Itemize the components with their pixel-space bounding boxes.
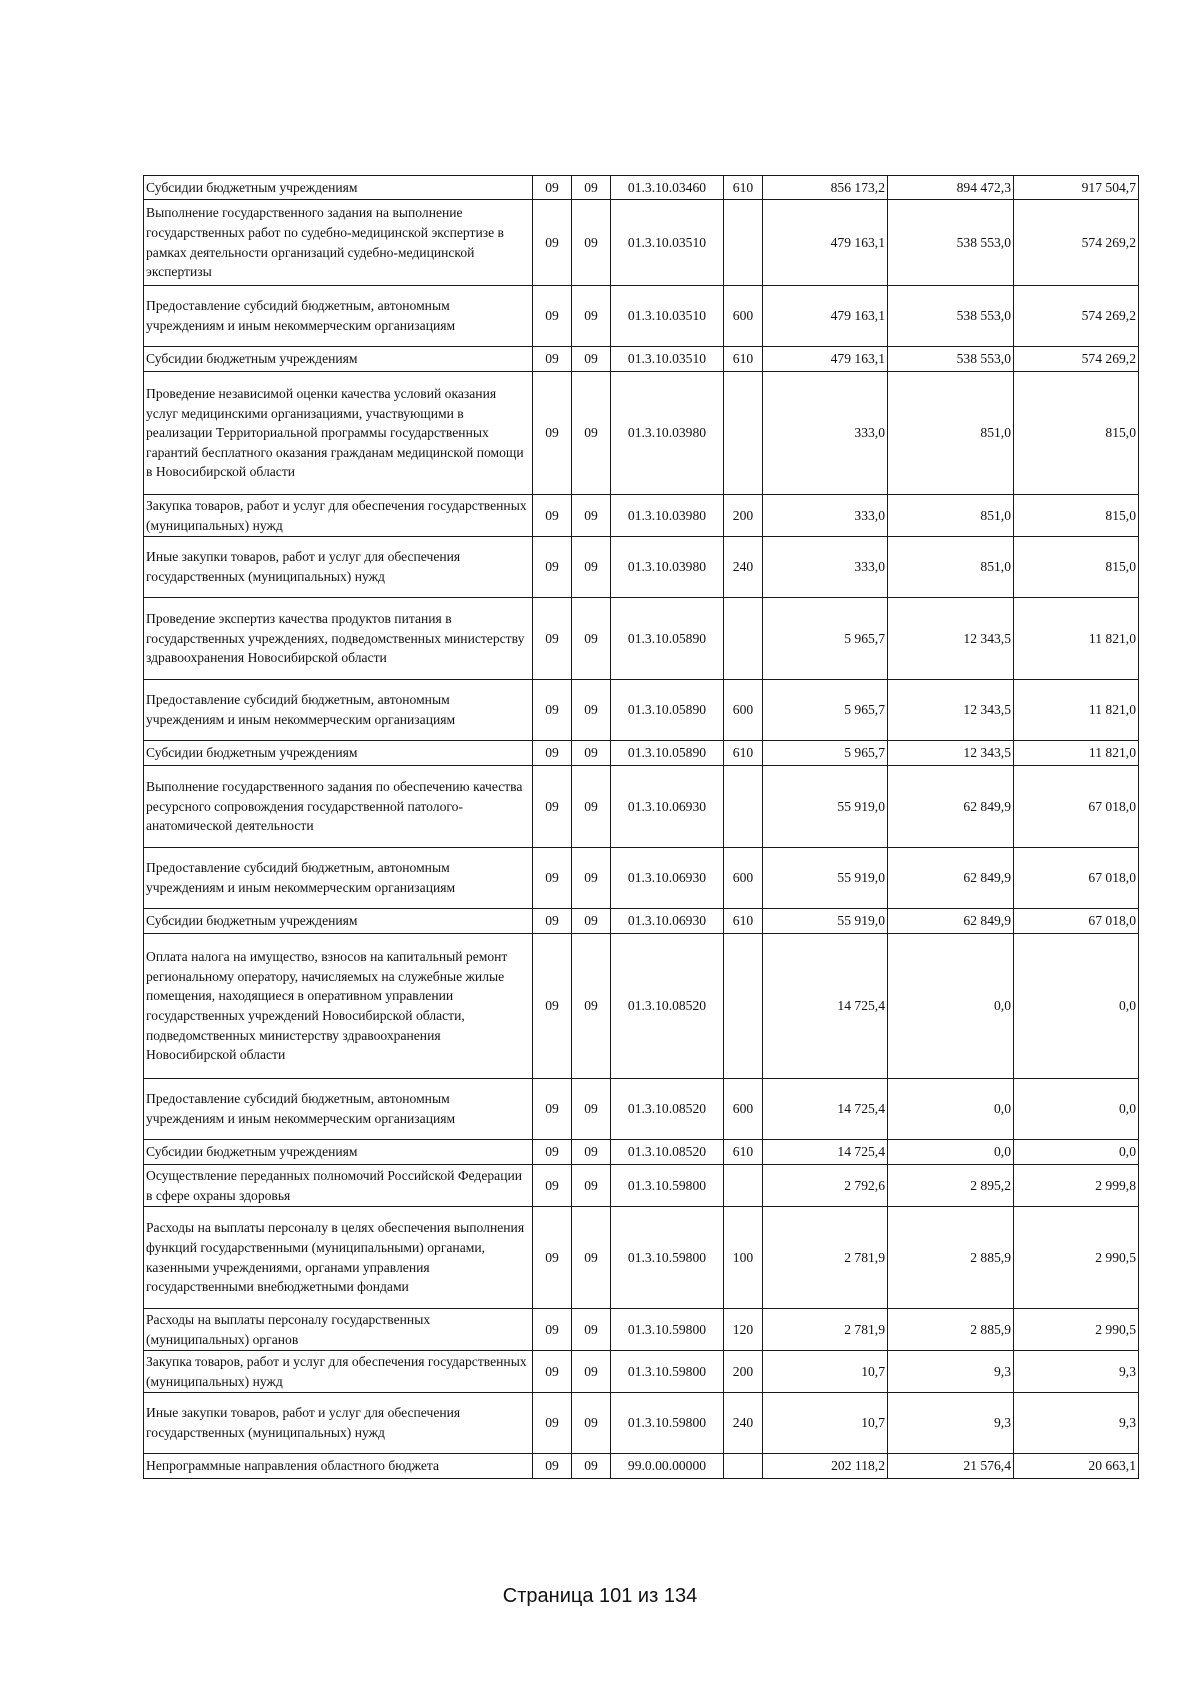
amount-year-1: 479 163,1 bbox=[763, 200, 888, 286]
amount-year-3: 11 821,0 bbox=[1014, 741, 1139, 766]
expense-type-code bbox=[724, 934, 763, 1079]
amount-year-2: 538 553,0 bbox=[888, 347, 1014, 372]
section-code: 09 bbox=[533, 495, 572, 537]
amount-year-1: 479 163,1 bbox=[763, 347, 888, 372]
expense-type-code bbox=[724, 598, 763, 680]
section-code: 09 bbox=[533, 598, 572, 680]
row-name: Проведение независимой оценки качества условий оказания услуг медицинскими организациями, участвующими в реализации Территориальной программы государственных гарантий бесплатного оказания гражданам медицинской помощи в Новосибирской области bbox=[144, 372, 533, 495]
amount-year-3: 67 018,0 bbox=[1014, 766, 1139, 848]
amount-year-1: 202 118,2 bbox=[763, 1454, 888, 1479]
amount-year-1: 10,7 bbox=[763, 1351, 888, 1393]
section-code: 09 bbox=[533, 1165, 572, 1207]
subsection-code: 09 bbox=[572, 1393, 611, 1454]
amount-year-1: 55 919,0 bbox=[763, 848, 888, 909]
amount-year-2: 12 343,5 bbox=[888, 741, 1014, 766]
target-article-code: 01.3.10.03980 bbox=[611, 495, 724, 537]
expense-type-code: 610 bbox=[724, 741, 763, 766]
amount-year-3: 9,3 bbox=[1014, 1393, 1139, 1454]
amount-year-3: 0,0 bbox=[1014, 934, 1139, 1079]
table-row bbox=[144, 200, 1139, 286]
row-name: Предоставление субсидий бюджетным, автономным учреждениям и иным некоммерческим организациям bbox=[144, 286, 533, 347]
section-code: 09 bbox=[533, 200, 572, 286]
amount-year-1: 856 173,2 bbox=[763, 176, 888, 200]
section-code: 09 bbox=[533, 372, 572, 495]
subsection-code: 09 bbox=[572, 741, 611, 766]
subsection-code: 09 bbox=[572, 1079, 611, 1140]
section-code: 09 bbox=[533, 1393, 572, 1454]
amount-year-3: 11 821,0 bbox=[1014, 598, 1139, 680]
section-code: 09 bbox=[533, 537, 572, 598]
subsection-code: 09 bbox=[572, 200, 611, 286]
subsection-code: 09 bbox=[572, 934, 611, 1079]
expense-type-code bbox=[724, 766, 763, 848]
row-name: Предоставление субсидий бюджетным, автономным учреждениям и иным некоммерческим организациям bbox=[144, 1079, 533, 1140]
amount-year-2: 851,0 bbox=[888, 537, 1014, 598]
row-name: Расходы на выплаты персоналу государственных (муниципальных) органов bbox=[144, 1309, 533, 1351]
amount-year-3: 9,3 bbox=[1014, 1351, 1139, 1393]
amount-year-2: 12 343,5 bbox=[888, 680, 1014, 741]
section-code: 09 bbox=[533, 1140, 572, 1165]
amount-year-3: 815,0 bbox=[1014, 537, 1139, 598]
table-row bbox=[144, 848, 1139, 909]
amount-year-1: 14 725,4 bbox=[763, 1079, 888, 1140]
amount-year-3: 67 018,0 bbox=[1014, 848, 1139, 909]
subsection-code: 09 bbox=[572, 347, 611, 372]
section-code: 09 bbox=[533, 680, 572, 741]
expense-type-code bbox=[724, 1165, 763, 1207]
expense-type-code: 610 bbox=[724, 347, 763, 372]
amount-year-1: 2 781,9 bbox=[763, 1309, 888, 1351]
expense-type-code: 600 bbox=[724, 848, 763, 909]
subsection-code: 09 bbox=[572, 1309, 611, 1351]
amount-year-2: 538 553,0 bbox=[888, 286, 1014, 347]
amount-year-2: 62 849,9 bbox=[888, 909, 1014, 934]
section-code: 09 bbox=[533, 347, 572, 372]
amount-year-1: 2 792,6 bbox=[763, 1165, 888, 1207]
amount-year-1: 333,0 bbox=[763, 372, 888, 495]
table-row bbox=[144, 1165, 1139, 1207]
expense-type-code: 600 bbox=[724, 1079, 763, 1140]
expense-type-code: 600 bbox=[724, 680, 763, 741]
target-article-code: 01.3.10.03980 bbox=[611, 537, 724, 598]
table-row bbox=[144, 909, 1139, 934]
table-row bbox=[144, 598, 1139, 680]
table-row bbox=[144, 347, 1139, 372]
row-name: Предоставление субсидий бюджетным, автономным учреждениям и иным некоммерческим организациям bbox=[144, 680, 533, 741]
amount-year-3: 815,0 bbox=[1014, 372, 1139, 495]
row-name: Иные закупки товаров, работ и услуг для обеспечения государственных (муниципальных) нужд bbox=[144, 537, 533, 598]
subsection-code: 09 bbox=[572, 1207, 611, 1309]
table-row bbox=[144, 537, 1139, 598]
row-name: Осуществление переданных полномочий Российской Федерации в сфере охраны здоровья bbox=[144, 1165, 533, 1207]
subsection-code: 09 bbox=[572, 286, 611, 347]
target-article-code: 01.3.10.06930 bbox=[611, 848, 724, 909]
amount-year-3: 2 990,5 bbox=[1014, 1309, 1139, 1351]
table-row bbox=[144, 1140, 1139, 1165]
amount-year-1: 14 725,4 bbox=[763, 1140, 888, 1165]
table-row bbox=[144, 1079, 1139, 1140]
section-code: 09 bbox=[533, 934, 572, 1079]
page-number: Страница 101 из 134 bbox=[502, 1585, 698, 1607]
row-name: Субсидии бюджетным учреждениям bbox=[144, 741, 533, 766]
amount-year-3: 574 269,2 bbox=[1014, 200, 1139, 286]
target-article-code: 01.3.10.59800 bbox=[611, 1393, 724, 1454]
table-row bbox=[144, 176, 1139, 200]
expense-type-code: 200 bbox=[724, 1351, 763, 1393]
section-code: 09 bbox=[533, 286, 572, 347]
section-code: 09 bbox=[533, 1079, 572, 1140]
target-article-code: 01.3.10.08520 bbox=[611, 1140, 724, 1165]
amount-year-2: 851,0 bbox=[888, 495, 1014, 537]
table-row bbox=[144, 495, 1139, 537]
amount-year-2: 21 576,4 bbox=[888, 1454, 1014, 1479]
amount-year-1: 14 725,4 bbox=[763, 934, 888, 1079]
amount-year-2: 0,0 bbox=[888, 1140, 1014, 1165]
amount-year-1: 2 781,9 bbox=[763, 1207, 888, 1309]
target-article-code: 01.3.10.05890 bbox=[611, 741, 724, 766]
table-row bbox=[144, 286, 1139, 347]
expense-type-code: 610 bbox=[724, 1140, 763, 1165]
amount-year-2: 62 849,9 bbox=[888, 766, 1014, 848]
amount-year-3: 2 999,8 bbox=[1014, 1165, 1139, 1207]
section-code: 09 bbox=[533, 1351, 572, 1393]
subsection-code: 09 bbox=[572, 1165, 611, 1207]
target-article-code: 01.3.10.03980 bbox=[611, 372, 724, 495]
amount-year-2: 2 885,9 bbox=[888, 1309, 1014, 1351]
amount-year-1: 10,7 bbox=[763, 1393, 888, 1454]
amount-year-2: 12 343,5 bbox=[888, 598, 1014, 680]
subsection-code: 09 bbox=[572, 680, 611, 741]
subsection-code: 09 bbox=[572, 1454, 611, 1479]
amount-year-2: 851,0 bbox=[888, 372, 1014, 495]
row-name: Иные закупки товаров, работ и услуг для обеспечения государственных (муниципальных) нужд bbox=[144, 1393, 533, 1454]
amount-year-3: 815,0 bbox=[1014, 495, 1139, 537]
expense-type-code bbox=[724, 372, 763, 495]
amount-year-3: 0,0 bbox=[1014, 1079, 1139, 1140]
subsection-code: 09 bbox=[572, 495, 611, 537]
subsection-code: 09 bbox=[572, 909, 611, 934]
expense-type-code bbox=[724, 200, 763, 286]
section-code: 09 bbox=[533, 909, 572, 934]
amount-year-2: 2 885,9 bbox=[888, 1207, 1014, 1309]
amount-year-3: 917 504,7 bbox=[1014, 176, 1139, 200]
subsection-code: 09 bbox=[572, 537, 611, 598]
amount-year-3: 574 269,2 bbox=[1014, 347, 1139, 372]
row-name: Выполнение государственного задания по обеспечению качества ресурсного сопровождения государственной патолого-анатомической деятельности bbox=[144, 766, 533, 848]
table-row bbox=[144, 372, 1139, 495]
expense-type-code: 200 bbox=[724, 495, 763, 537]
target-article-code: 01.3.10.59800 bbox=[611, 1351, 724, 1393]
table-row bbox=[144, 1454, 1139, 1479]
amount-year-2: 0,0 bbox=[888, 1079, 1014, 1140]
budget-table-body bbox=[144, 176, 1139, 1479]
table-row bbox=[144, 934, 1139, 1079]
table-row bbox=[144, 741, 1139, 766]
amount-year-2: 2 895,2 bbox=[888, 1165, 1014, 1207]
target-article-code: 01.3.10.59800 bbox=[611, 1207, 724, 1309]
target-article-code: 99.0.00.00000 bbox=[611, 1454, 724, 1479]
row-name: Субсидии бюджетным учреждениям bbox=[144, 176, 533, 200]
amount-year-3: 20 663,1 bbox=[1014, 1454, 1139, 1479]
amount-year-2: 9,3 bbox=[888, 1351, 1014, 1393]
amount-year-3: 0,0 bbox=[1014, 1140, 1139, 1165]
amount-year-3: 574 269,2 bbox=[1014, 286, 1139, 347]
amount-year-3: 67 018,0 bbox=[1014, 909, 1139, 934]
expense-type-code: 120 bbox=[724, 1309, 763, 1351]
table-row bbox=[144, 680, 1139, 741]
budget-table bbox=[143, 175, 1139, 1479]
target-article-code: 01.3.10.05890 bbox=[611, 680, 724, 741]
target-article-code: 01.3.10.06930 bbox=[611, 766, 724, 848]
amount-year-2: 9,3 bbox=[888, 1393, 1014, 1454]
amount-year-1: 333,0 bbox=[763, 495, 888, 537]
section-code: 09 bbox=[533, 1207, 572, 1309]
target-article-code: 01.3.10.03460 bbox=[611, 176, 724, 200]
amount-year-3: 11 821,0 bbox=[1014, 680, 1139, 741]
target-article-code: 01.3.10.03510 bbox=[611, 200, 724, 286]
table-row bbox=[144, 1393, 1139, 1454]
expense-type-code: 600 bbox=[724, 286, 763, 347]
subsection-code: 09 bbox=[572, 598, 611, 680]
section-code: 09 bbox=[533, 766, 572, 848]
target-article-code: 01.3.10.03510 bbox=[611, 286, 724, 347]
row-name: Оплата налога на имущество, взносов на капитальный ремонт региональному оператору, начисляемых на служебные жилые помещения, находящиеся в оперативном управлении государственных учреждений Новосибирской области, подведомственных министерству здравоохранения Новосибирской области bbox=[144, 934, 533, 1079]
target-article-code: 01.3.10.08520 bbox=[611, 1079, 724, 1140]
amount-year-1: 479 163,1 bbox=[763, 286, 888, 347]
subsection-code: 09 bbox=[572, 1351, 611, 1393]
target-article-code: 01.3.10.03510 bbox=[611, 347, 724, 372]
target-article-code: 01.3.10.05890 bbox=[611, 598, 724, 680]
expense-type-code bbox=[724, 1454, 763, 1479]
row-name: Субсидии бюджетным учреждениям bbox=[144, 347, 533, 372]
row-name: Субсидии бюджетным учреждениям bbox=[144, 1140, 533, 1165]
amount-year-1: 55 919,0 bbox=[763, 909, 888, 934]
row-name: Предоставление субсидий бюджетным, автономным учреждениям и иным некоммерческим организациям bbox=[144, 848, 533, 909]
row-name: Непрограммные направления областного бюджета bbox=[144, 1454, 533, 1479]
expense-type-code: 100 bbox=[724, 1207, 763, 1309]
subsection-code: 09 bbox=[572, 372, 611, 495]
amount-year-1: 5 965,7 bbox=[763, 598, 888, 680]
row-name: Закупка товаров, работ и услуг для обеспечения государственных (муниципальных) нужд bbox=[144, 1351, 533, 1393]
amount-year-1: 333,0 bbox=[763, 537, 888, 598]
row-name: Проведение экспертиз качества продуктов питания в государственных учреждениях, подведомственных министерству здравоохранения Новосибирской области bbox=[144, 598, 533, 680]
expense-type-code: 240 bbox=[724, 537, 763, 598]
amount-year-2: 62 849,9 bbox=[888, 848, 1014, 909]
section-code: 09 bbox=[533, 176, 572, 200]
expense-type-code: 610 bbox=[724, 909, 763, 934]
subsection-code: 09 bbox=[572, 1140, 611, 1165]
section-code: 09 bbox=[533, 741, 572, 766]
section-code: 09 bbox=[533, 848, 572, 909]
row-name: Расходы на выплаты персоналу в целях обеспечения выполнения функций государственными (муниципальными) органами, казенными учреждениями, органами управления государственными внебюджетными фондами bbox=[144, 1207, 533, 1309]
row-name: Закупка товаров, работ и услуг для обеспечения государственных (муниципальных) нужд bbox=[144, 495, 533, 537]
target-article-code: 01.3.10.59800 bbox=[611, 1165, 724, 1207]
amount-year-1: 5 965,7 bbox=[763, 741, 888, 766]
subsection-code: 09 bbox=[572, 766, 611, 848]
table-row bbox=[144, 1309, 1139, 1351]
expense-type-code: 240 bbox=[724, 1393, 763, 1454]
table-row bbox=[144, 1351, 1139, 1393]
expense-type-code: 610 bbox=[724, 176, 763, 200]
table-row bbox=[144, 766, 1139, 848]
amount-year-1: 55 919,0 bbox=[763, 766, 888, 848]
table-row bbox=[144, 1207, 1139, 1309]
target-article-code: 01.3.10.59800 bbox=[611, 1309, 724, 1351]
section-code: 09 bbox=[533, 1309, 572, 1351]
target-article-code: 01.3.10.08520 bbox=[611, 934, 724, 1079]
amount-year-2: 538 553,0 bbox=[888, 200, 1014, 286]
subsection-code: 09 bbox=[572, 176, 611, 200]
amount-year-2: 0,0 bbox=[888, 934, 1014, 1079]
amount-year-3: 2 990,5 bbox=[1014, 1207, 1139, 1309]
row-name: Выполнение государственного задания на выполнение государственных работ по судебно-медицинской экспертизе в рамках деятельности организаций судебно-медицинской экспертизы bbox=[144, 200, 533, 286]
target-article-code: 01.3.10.06930 bbox=[611, 909, 724, 934]
amount-year-1: 5 965,7 bbox=[763, 680, 888, 741]
row-name: Субсидии бюджетным учреждениям bbox=[144, 909, 533, 934]
amount-year-2: 894 472,3 bbox=[888, 176, 1014, 200]
section-code: 09 bbox=[533, 1454, 572, 1479]
subsection-code: 09 bbox=[572, 848, 611, 909]
